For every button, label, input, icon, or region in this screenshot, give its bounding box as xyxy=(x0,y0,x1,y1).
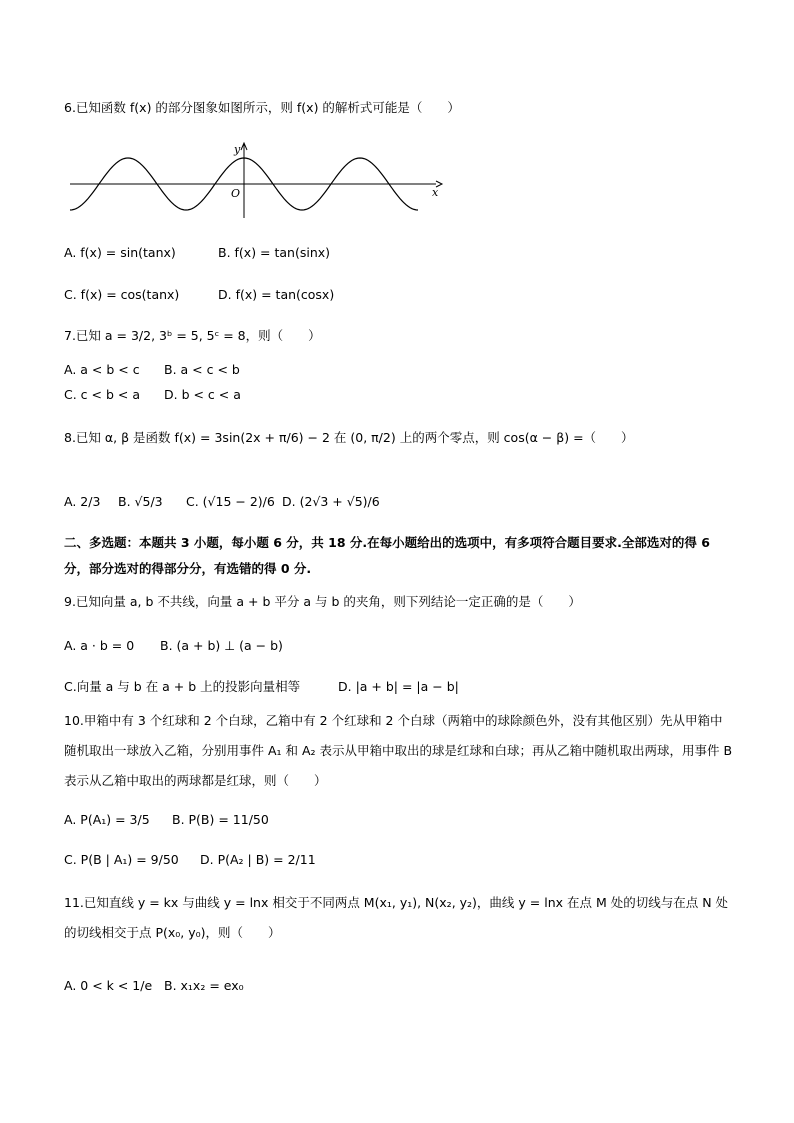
q10-option-b: B. P(B) = 11/50 xyxy=(172,812,269,827)
question-9-stem: 9.已知向量 a, b 不共线，向量 a + b 平分 a 与 b 的夹角，则下列结论一定正确的是（ ） xyxy=(64,594,581,609)
q9-option-a: A. a · b = 0 xyxy=(64,638,135,653)
q9-option-c: C.向量 a 与 b 在 a + b 上的投影向量相等 xyxy=(64,679,301,694)
question-8-stem: 8.已知 α, β 是函数 f(x) = 3sin(2x + π/6) − 2 在 (0, π/2) 上的两个零点，则 cos(α − β) =（ ） xyxy=(64,430,634,445)
q7-option-d: D. b < c < a xyxy=(164,387,241,402)
q6-option-b: B. f(x) = tan(sinx) xyxy=(218,245,331,260)
question-6-stem: 6.已知函数 f(x) 的部分图象如图所示，则 f(x) 的解析式可能是（ ） xyxy=(64,100,460,115)
q7-option-a: A. a < b < c xyxy=(64,362,140,377)
q11-option-b: B. x₁x₂ = ex₀ xyxy=(164,978,244,993)
origin-label: O xyxy=(231,187,241,200)
q6-option-c: C. f(x) = cos(tanx) xyxy=(64,287,180,302)
q9-option-b: B. (a + b) ⊥ (a − b) xyxy=(160,638,283,653)
y-axis xyxy=(241,143,247,218)
q8-option-c: C. (√15 − 2)/6 xyxy=(186,494,275,509)
q6-option-d: D. f(x) = tan(cosx) xyxy=(218,287,335,302)
x-axis xyxy=(70,181,442,187)
q7-option-c: C. c < b < a xyxy=(64,387,140,402)
q6-option-a: A. f(x) = sin(tanx) xyxy=(64,245,176,260)
question-7-stem: 7.已知 a = 3/2, 3ᵇ = 5, 5ᶜ = 8，则（ ） xyxy=(64,328,321,343)
q10-option-d: D. P(A₂ | B) = 2/11 xyxy=(200,852,316,867)
y-axis-label: y xyxy=(234,143,241,156)
q8-option-b: B. √5/3 xyxy=(118,494,163,509)
q7-option-b: B. a < c < b xyxy=(164,362,240,377)
question-6-graph xyxy=(64,140,444,220)
q8-option-a: A. 2/3 xyxy=(64,494,101,509)
q9-option-d: D. |a + b| = |a − b| xyxy=(338,679,459,694)
q10-option-a: A. P(A₁) = 3/5 xyxy=(64,812,150,827)
section-heading-multiple-choice: 二、多选题：本题共 3 小题，每小题 6 分，共 18 分.在每小题给出的选项中，有多项符合题目要求.全部选对的得 6 分，部分选对的得部分分，有选错的得 0 分. xyxy=(64,535,710,576)
q11-option-a: A. 0 < k < 1/e xyxy=(64,978,153,993)
q8-option-d: D. (2√3 + √5)/6 xyxy=(282,494,380,509)
question-11-stem: 11.已知直线 y = kx 与曲线 y = lnx 相交于不同两点 M(x₁, y₁), N(x₂, y₂)，曲线 y = lnx 在点 M 处的切线与在点 N 处的切线相交于点 P(x₀, y₀)，则（ ） xyxy=(64,895,729,940)
q10-option-c: C. P(B | A₁) = 9/50 xyxy=(64,852,179,867)
x-axis-label: x xyxy=(432,186,439,199)
question-10-stem: 10.甲箱中有 3 个红球和 2 个白球，乙箱中有 2 个红球和 2 个白球（两箱中的球除颜色外，没有其他区别）先从甲箱中随机取出一球放入乙箱，分别用事件 A₁ 和 A₂ 表示从甲箱中取出的球是红球和白球；再从乙箱中随机取出两球，用事件 B 表示从乙箱中取出的两球都是红球，则（ ） xyxy=(64,713,733,788)
